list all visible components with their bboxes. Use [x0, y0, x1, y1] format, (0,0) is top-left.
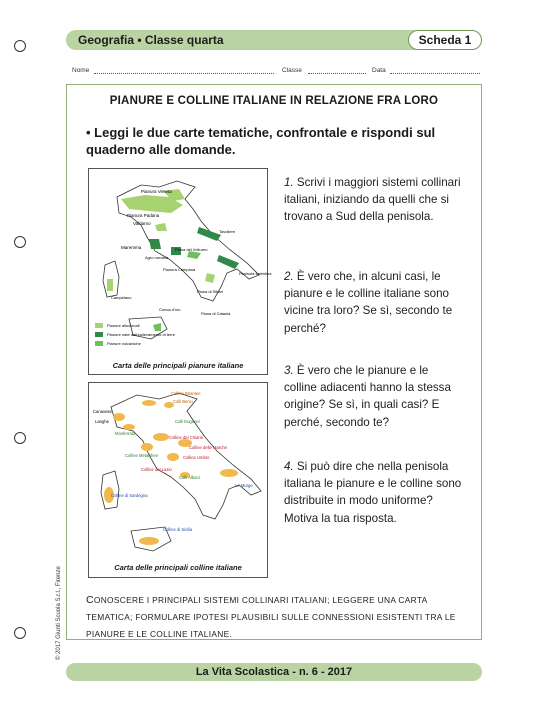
question-text: Si può dire che nella penisola italiana le pianure e le colline sono distribuite in modo uniforme? Motiva la tua risposta. — [284, 460, 462, 525]
plains-map-caption: Carta delle principali pianure italiane — [112, 361, 244, 370]
svg-text:Le Murge: Le Murge — [235, 483, 253, 488]
class-label: Classe — [282, 67, 302, 74]
svg-text:Colli Euganei: Colli Euganei — [175, 419, 200, 424]
svg-text:Piana di Sibari: Piana di Sibari — [197, 289, 223, 294]
class-field[interactable] — [308, 73, 366, 74]
svg-text:Agro romano: Agro romano — [145, 255, 169, 260]
question-number: 4. — [284, 460, 294, 473]
question-2 — [284, 268, 462, 337]
svg-text:Colline di Sicilia: Colline di Sicilia — [163, 527, 193, 532]
name-field[interactable] — [94, 73, 274, 74]
question-number: 1. — [284, 176, 294, 189]
date-label: Data — [372, 67, 386, 74]
question-text: È vero che, in alcuni casi, le pianure e le colline italiane sono vicine tra loro? Se sì, secondo te perché? — [284, 270, 453, 335]
header-bar — [66, 30, 482, 50]
copyright-note: © 2017 Giunti Scuola S.r.l., Firenze — [56, 566, 62, 660]
question-4 — [284, 458, 462, 527]
subject-label: Geografia • Classe quarta — [78, 33, 224, 47]
instruction-text: • Leggi le due carte tematiche, confrontale e rispondi sul quaderno alle domande. — [86, 125, 436, 157]
svg-text:Langhe: Langhe — [95, 419, 109, 424]
svg-text:Colline Metallifere: Colline Metallifere — [125, 453, 159, 458]
svg-text:Pianura Veneta: Pianura Veneta — [141, 189, 172, 194]
svg-text:Conca d'oro: Conca d'oro — [159, 307, 181, 312]
svg-text:Campidano: Campidano — [111, 295, 132, 300]
binder-hole — [14, 432, 26, 444]
binder-hole — [14, 627, 26, 639]
plains-map-drawing — [89, 169, 272, 355]
svg-text:Maremma: Maremma — [121, 245, 142, 250]
learning-objectives: CONOSCERE I PRINCIPALI SISTEMI COLLINARI ITALIANI; LEGGERE UNA CARTA TEMATICA; FORMULARE IPOTESI PLAUSIBILI SULLE CONNESSIONI ESISTENTI TRA LE PIANURE E LE COLLINE ITALIANE. — [86, 594, 456, 639]
svg-text:Tavoliere: Tavoliere — [219, 229, 236, 234]
question-3 — [284, 362, 462, 431]
svg-text:Colline di Sardegna: Colline di Sardegna — [111, 493, 148, 498]
question-1 — [284, 174, 462, 226]
svg-text:Canavese: Canavese — [93, 409, 112, 414]
svg-text:Colline del Lazio: Colline del Lazio — [141, 467, 172, 472]
svg-text:Piana di Catania: Piana di Catania — [201, 311, 231, 316]
binder-hole — [14, 40, 26, 52]
name-label: Nome — [72, 67, 90, 74]
svg-text:Colline delle Marche: Colline delle Marche — [189, 445, 227, 450]
scheda-badge: Scheda 1 — [408, 30, 482, 50]
svg-text:Pianura Campana: Pianura Campana — [163, 267, 196, 272]
question-number: 3. — [284, 364, 294, 377]
svg-text:Pianura Padana: Pianura Padana — [127, 213, 160, 218]
svg-text:Colline Briantee: Colline Briantee — [171, 391, 201, 396]
hills-map-caption: Carta delle principali colline italiane — [114, 563, 242, 572]
hills-map-drawing — [89, 383, 267, 559]
svg-text:Monferrato: Monferrato — [115, 431, 136, 436]
legend-volcanic: Pianure vulcaniche — [107, 341, 141, 346]
binder-hole — [14, 236, 26, 248]
date-field[interactable] — [390, 73, 480, 74]
svg-text:Colli Berici: Colli Berici — [173, 399, 193, 404]
legend-uplift: Pianure nate dall'sollevamento di terre — [107, 332, 175, 337]
hills-map — [88, 382, 268, 578]
svg-text:Piana del Volturno: Piana del Volturno — [175, 247, 208, 252]
question-text: Scrivi i maggiori sistemi collinari italiani, iniziando da quelli che si trovano a Sud della penisola. — [284, 176, 461, 224]
question-number: 2. — [284, 270, 294, 283]
worksheet-title: PIANURE E COLLINE ITALIANE IN RELAZIONE FRA LORO — [109, 95, 439, 107]
svg-text:Penisola salentina: Penisola salentina — [239, 271, 272, 276]
svg-text:Valdarno: Valdarno — [133, 221, 151, 226]
svg-text:Colli Albani: Colli Albani — [179, 475, 200, 480]
question-text: È vero che le pianure e le colline adiacenti hanno la stessa origine? Se sì, in quali casi? E perché, secondo te? — [284, 364, 451, 429]
svg-text:Colline del Chianti: Colline del Chianti — [169, 435, 203, 440]
svg-text:Colline Umbre: Colline Umbre — [183, 455, 210, 460]
footer-bar: La Vita Scolastica - n. 6 - 2017 — [66, 663, 482, 681]
plains-map — [88, 168, 272, 375]
legend-alluvial: Pianure alluvionali — [107, 323, 140, 328]
